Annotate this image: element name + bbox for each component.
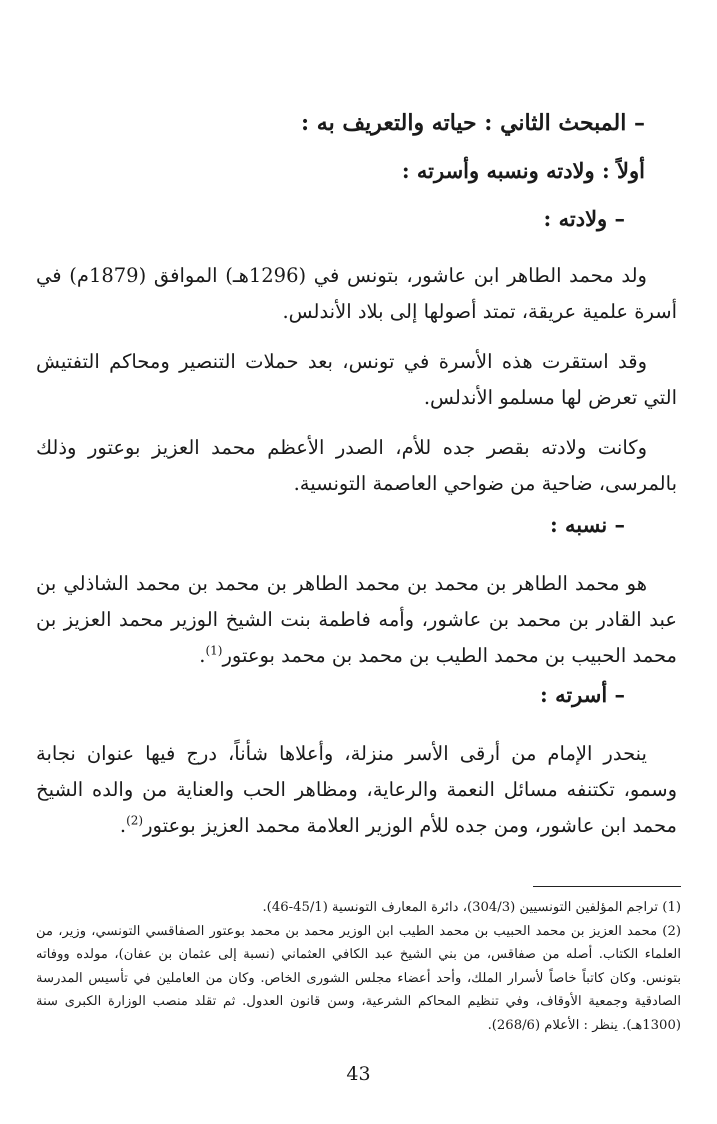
subsection-title: أولاً : ولادته ونسبه وأسرته : [401,158,645,183]
birth-paragraph-3 [36,430,677,502]
lineage-heading: – نسبه : [549,512,625,537]
lineage-end: . [199,644,206,667]
footnote-ref-1[interactable]: (1) [205,643,223,658]
footnote-ref-2[interactable]: (2) [126,813,144,828]
lineage-paragraph [36,566,677,674]
family-heading: – أسرته : [540,682,625,707]
section-title: – المبحث الثاني : حياته والتعريف به : [301,110,645,136]
birth-paragraph-2 [36,344,677,416]
family-paragraph [36,736,677,844]
footnote-2: (2) محمد العزيز بن محمد الحبيب بن محمد الطيب ابن الوزير محمد بن محمد بوعتور الصفاقسي التونسي، وزير، من العلماء الكتاب. أصله من صفاقس، من بني الشيخ عبد الكافي العثماني (نسبة إلى عثمان بن عفان)، مولده ووفاته بتونس. وكان كاتباً خاصاً لأسرار الملك، وأحد أعضاء مجلس الشورى الخاص. وكان من العاملين في تأسيس المدرسة الصادقية وجمعية الأوقاف، وفي تنظيم المحاكم الشرعية، وسن قانون العدول. ثم تقلد منصب الوزارة الكبرى سنة (1300هـ). ينظر : الأعلام (268/6). [36,923,681,1033]
family-end: . [119,814,127,837]
birth-text-2: وقد استقرت هذه الأسرة في تونس، بعد حملات التنصير ومحاكم التفتيش التي تعرض لها مسلمو الأندلس. [36,350,677,409]
lineage-text: هو محمد الطاهر بن محمد بن محمد الطاهر بن محمد بن محمد الشاذلي بن عبد القادر بن محمد بن عاشور، وأمه فاطمة بنت الشيخ الوزير محمد العزيز بن محمد الحبيب بن محمد الطيب بن محمد بن محمد بوعتور [36,572,677,667]
birth-heading: – ولادته : [543,206,625,231]
footnote-divider [533,886,681,887]
family-text: ينحدر الإمام من أرقى الأسر منزلة، وأعلاها شأناً، درج فيها عنوان نجابة وسمو، تكتنفه مسائل النعمة والرعاية، ومظاهر الحب والعناية من والده الشيخ محمد ابن عاشور، ومن جده للأم الوزير العلامة محمد العزيز بوعتور [36,742,677,837]
page-number: 43 [346,1063,371,1085]
footnotes [36,896,681,1037]
footnote-1: (1) تراجم المؤلفين التونسيين (304/3)، دائرة المعارف التونسية (45/1-46). [262,900,681,915]
lineage-text-block [36,566,677,674]
family-text-block [36,736,677,844]
birth-text-3: وكانت ولادته بقصر جده للأم، الصدر الأعظم محمد العزيز بوعتور وذلك بالمرسى، ضاحية من ضواحي العاصمة التونسية. [36,436,677,495]
birth-paragraph-1 [36,258,677,330]
birth-text-1: ولد محمد الطاهر ابن عاشور، بتونس في (1296هـ) الموافق (1879م) في أسرة علمية عريقة، تمتد أصولها إلى بلاد الأندلس. [36,264,677,323]
